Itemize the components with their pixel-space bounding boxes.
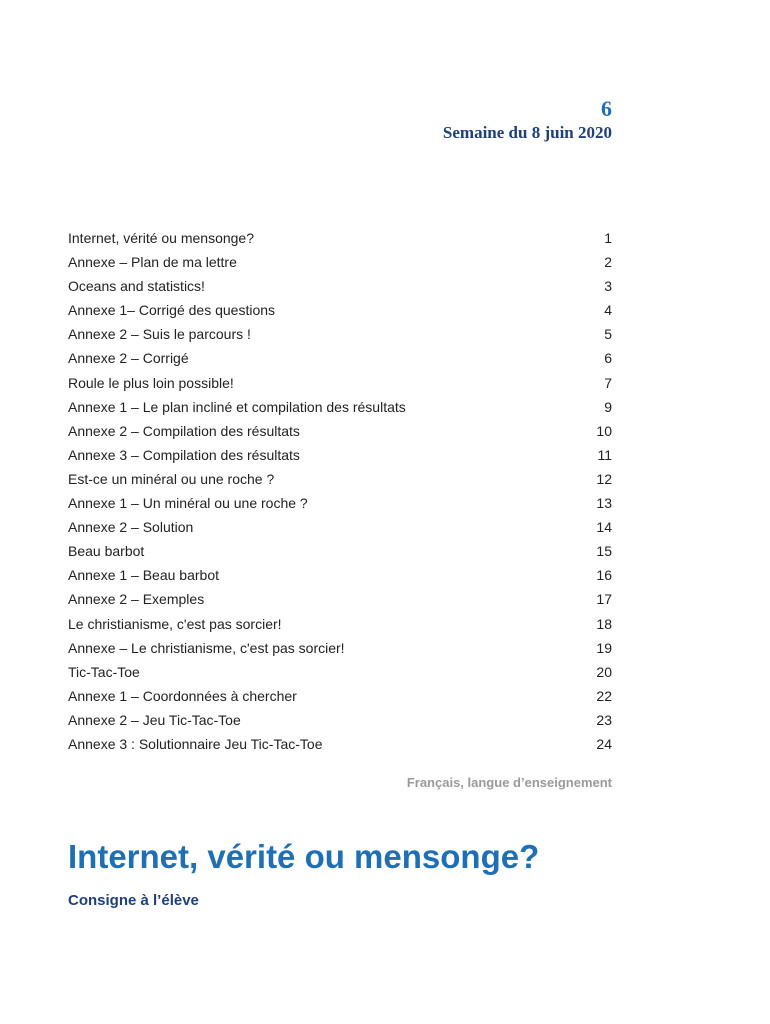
toc-entry-page: 3: [604, 278, 612, 295]
toc-entry-page: 2: [604, 254, 612, 271]
toc-entry[interactable]: [68, 684, 612, 708]
toc-entry-title: Le christianisme, c'est pas sorcier!: [68, 615, 282, 632]
toc-entry-title: Tic-Tac-Toe: [68, 663, 140, 680]
toc-entry-page: 4: [604, 302, 612, 319]
toc-entry[interactable]: [68, 419, 612, 443]
toc-entry-page: 5: [604, 326, 612, 343]
toc-entry-page: 20: [596, 663, 612, 680]
toc-entry-page: 1: [604, 230, 612, 246]
toc-entry[interactable]: [68, 491, 612, 515]
toc-entry-page: 23: [596, 711, 612, 728]
toc-entry[interactable]: [68, 250, 612, 274]
toc-entry-title: Internet, vérité ou mensonge?: [68, 230, 255, 246]
toc-entry[interactable]: [68, 660, 612, 684]
toc-entry-page: 11: [597, 446, 612, 463]
subject-label: Français, langue d’enseignement: [406, 775, 612, 790]
toc-entry[interactable]: [68, 226, 612, 250]
toc-entry-title: Annexe 2 – Corrigé: [68, 350, 189, 367]
table-of-contents: [68, 226, 612, 756]
toc-entry-page: 22: [596, 687, 612, 704]
toc-entry[interactable]: [68, 708, 612, 732]
toc-entry-title: Annexe 2 – Solution: [68, 519, 194, 536]
toc-entry[interactable]: [68, 732, 612, 756]
toc-entry-title: Annexe 3 : Solutionnaire Jeu Tic-Tac-Toe: [68, 735, 323, 752]
toc-entry[interactable]: [68, 322, 612, 346]
toc-entry-title: Annexe 2 – Suis le parcours !: [68, 326, 251, 343]
toc-entry-title: Annexe – Le christianisme, c'est pas sorcier!: [68, 639, 345, 656]
toc-entry-title: Annexe 1– Corrigé des questions: [68, 302, 276, 319]
toc-entry-page: 7: [604, 374, 612, 391]
toc-entry-page: 16: [596, 567, 612, 584]
toc-entry[interactable]: [68, 539, 612, 563]
toc-entry-title: Annexe 1 – Coordonnées à chercher: [68, 687, 297, 704]
toc-entry-page: 17: [596, 591, 612, 608]
toc-entry-title: Annexe 1 – Beau barbot: [68, 567, 220, 584]
toc-entry[interactable]: [68, 587, 612, 611]
toc-entry-title: Beau barbot: [68, 543, 145, 560]
toc-entry[interactable]: [68, 467, 612, 491]
toc-entry-page: 10: [596, 422, 612, 439]
toc-entry-page: 9: [604, 398, 612, 415]
toc-entry[interactable]: [68, 443, 612, 467]
section-number: 6: [601, 96, 612, 121]
toc-entry[interactable]: [68, 298, 612, 322]
toc-entry-page: 19: [596, 639, 612, 656]
toc-entry-page: 6: [604, 350, 612, 367]
toc-entry-page: 13: [596, 495, 612, 512]
section-subtitle: Consigne à l’élève: [68, 892, 199, 909]
toc-entry[interactable]: [68, 346, 612, 370]
toc-entry-title: Oceans and statistics!: [68, 278, 205, 295]
toc-entry-title: Roule le plus loin possible!: [68, 374, 234, 391]
toc-entry-title: Annexe 2 – Jeu Tic-Tac-Toe: [68, 711, 241, 728]
toc-entry-page: 14: [596, 519, 612, 536]
toc-entry-title: Annexe 3 – Compilation des résultats: [68, 446, 300, 463]
toc-entry-page: 12: [596, 470, 612, 487]
toc-entry-title: Annexe 2 – Compilation des résultats: [68, 422, 300, 439]
toc-entry[interactable]: [68, 515, 612, 539]
toc-entry[interactable]: [68, 563, 612, 587]
toc-entry-title: Annexe 1 – Le plan incliné et compilation des résultats: [68, 398, 406, 415]
toc-entry-title: Annexe 1 – Un minéral ou une roche ?: [68, 495, 308, 512]
toc-entry[interactable]: [68, 395, 612, 419]
toc-entry-page: 15: [596, 543, 612, 560]
toc-entry[interactable]: [68, 274, 612, 298]
toc-entry-title: Annexe 2 – Exemples: [68, 591, 205, 608]
toc-entry[interactable]: [68, 612, 612, 636]
week-heading: Semaine du 8 juin 2020: [442, 123, 612, 142]
toc-entry[interactable]: [68, 371, 612, 395]
toc-entry-page: 24: [596, 735, 612, 752]
section-title: Internet, vérité ou mensonge?: [68, 838, 540, 875]
toc-entry-title: Est-ce un minéral ou une roche ?: [68, 470, 275, 487]
toc-entry-title: Annexe – Plan de ma lettre: [68, 254, 237, 271]
toc-entry-page: 18: [596, 615, 612, 632]
toc-entry[interactable]: [68, 636, 612, 660]
